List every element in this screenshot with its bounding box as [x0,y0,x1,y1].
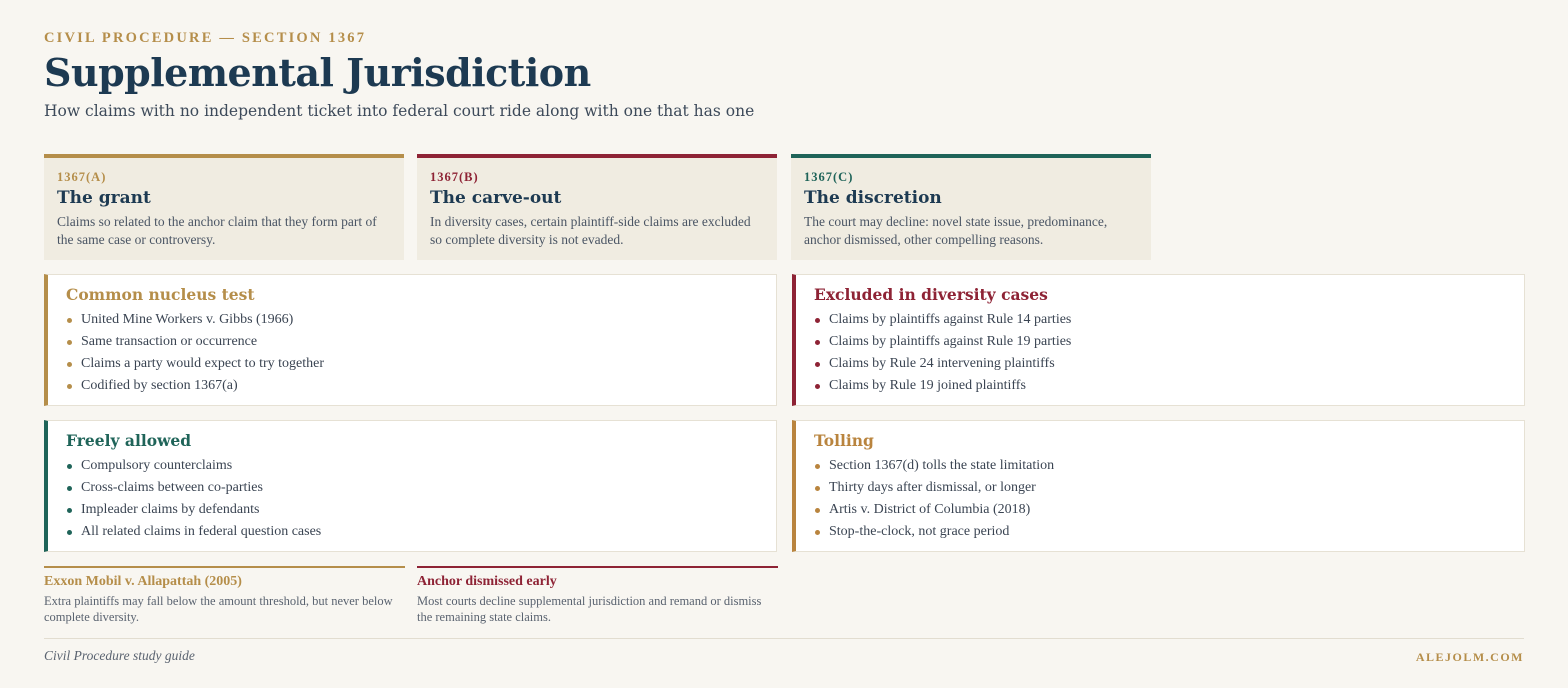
note-anchor-dismissed [417,566,778,625]
list-item-text: Thirty days after dismissal, or longer [829,480,1036,495]
panel-title: Common nucleus test [66,285,255,304]
panel-list [66,309,758,397]
panel-list [814,309,1506,397]
note-title: Anchor dismissed early [417,574,557,589]
card-title: The grant [57,188,151,208]
panel-freely-allowed [44,420,777,552]
bullet-icon [815,362,820,367]
bullet-icon [67,530,72,535]
footer-divider [44,638,1524,639]
list-item [814,375,1506,397]
bullet-icon [67,340,72,345]
panel-tolling [792,420,1525,552]
card-code: 1367(C) [804,170,854,184]
list-item-text: Claims a party would expect to try together [81,356,324,371]
list-item [66,375,758,397]
bullet-icon [815,486,820,491]
bullet-icon [67,318,72,323]
card-title: The discretion [804,188,942,208]
list-item-text: All related claims in federal question cases [81,524,322,539]
note-body: Extra plaintiffs may fall below the amount threshold, but never below complete diversity. [44,594,393,624]
list-item-text: Compulsory counterclaims [81,458,233,473]
list-item [66,477,758,499]
list-item-text: Codified by section 1367(a) [81,378,238,393]
list-item [66,331,758,353]
list-item [66,309,758,331]
card-body: The court may decline: novel state issue, predominance, anchor dismissed, other compelling reasons. [804,214,1108,247]
card-grant [44,154,404,260]
bullet-icon [815,318,820,323]
card-body: In diversity cases, certain plaintiff-side claims are excluded so complete diversity is not evaded. [430,214,751,247]
list-item-text: Cross-claims between co-parties [81,480,263,495]
bullet-icon [815,530,820,535]
card-title: The carve-out [430,188,562,208]
eyebrow: CIVIL PROCEDURE — SECTION 1367 [44,30,367,46]
bullet-icon [815,508,820,513]
card-carve-out [417,154,777,260]
panel-excluded-diversity [792,274,1525,406]
page-subtitle: How claims with no independent ticket into federal court ride along with one that has one [44,102,755,120]
bullet-icon [67,464,72,469]
bullet-icon [815,340,820,345]
bullet-icon [815,464,820,469]
list-item [66,521,758,543]
note-exxon [44,566,405,625]
card-discretion [791,154,1151,260]
card-body: Claims so related to the anchor claim that they form part of the same case or controversy. [57,214,377,247]
list-item-text: Same transaction or occurrence [81,334,258,349]
card-code: 1367(B) [430,170,479,184]
panel-common-nucleus [44,274,777,406]
panel-title: Excluded in diversity cases [814,285,1048,304]
note-title: Exxon Mobil v. Allapattah (2005) [44,574,242,589]
list-item [814,309,1506,331]
card-code: 1367(A) [57,170,107,184]
list-item-text: Impleader claims by defendants [81,502,260,517]
list-item-text: United Mine Workers v. Gibbs (1966) [81,312,294,327]
page-title: Supplemental Jurisdiction [44,50,591,95]
bullet-icon [815,384,820,389]
list-item [66,455,758,477]
panel-list [66,455,758,543]
list-item [814,477,1506,499]
list-item [66,499,758,521]
list-item-text: Claims by plaintiffs against Rule 14 parties [829,312,1072,327]
list-item-text: Artis v. District of Columbia (2018) [829,502,1031,517]
list-item [66,353,758,375]
list-item-text: Claims by Rule 19 joined plaintiffs [829,378,1026,393]
bullet-icon [67,362,72,367]
bullet-icon [67,384,72,389]
footer-caption: Civil Procedure study guide [44,648,195,663]
list-item [814,331,1506,353]
list-item-text: Claims by Rule 24 intervening plaintiffs [829,356,1055,371]
note-body: Most courts decline supplemental jurisdiction and remand or dismiss the remaining state claims. [417,594,762,624]
list-item-text: Section 1367(d) tolls the state limitation [829,458,1055,473]
list-item-text: Stop-the-clock, not grace period [829,524,1010,539]
panel-title: Tolling [814,431,874,450]
bullet-icon [67,508,72,513]
panel-list [814,455,1506,543]
footer-site-link[interactable]: ALEJOLM.COM [1415,650,1524,664]
panel-title: Freely allowed [66,431,192,450]
list-item [814,521,1506,543]
list-item-text: Claims by plaintiffs against Rule 19 parties [829,334,1072,349]
list-item [814,499,1506,521]
list-item [814,353,1506,375]
bullet-icon [67,486,72,491]
list-item [814,455,1506,477]
